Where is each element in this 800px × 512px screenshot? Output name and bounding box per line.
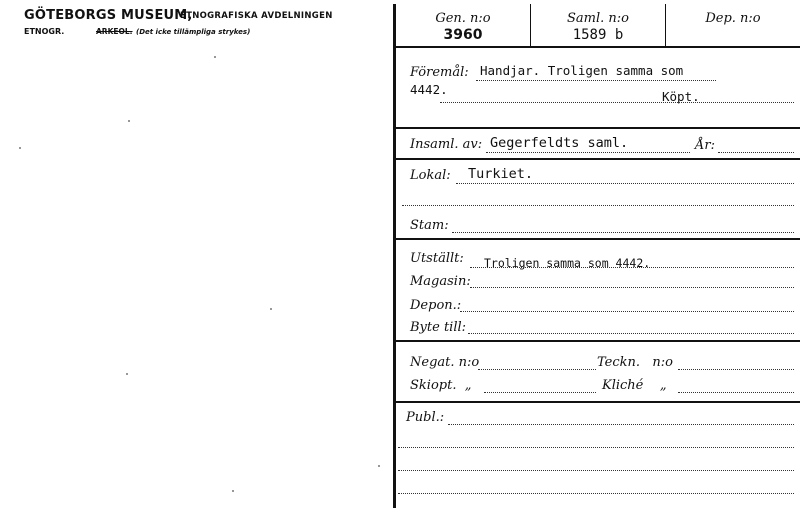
- insaml-value: Gegerfeldts saml.: [490, 135, 629, 151]
- kliche-dotline: [678, 392, 794, 393]
- publ-dotline-4: [398, 493, 794, 494]
- department-name: ETNOGRAFISKA AVDELNINGEN: [180, 11, 333, 21]
- etnogr-label: ETNOGR.: [24, 27, 65, 36]
- paper-speck: [232, 490, 234, 492]
- utstallt-label: Utställt:: [410, 251, 464, 266]
- insaml-label: Insaml. av:: [410, 137, 483, 152]
- publ-dotline: [448, 424, 794, 425]
- saml-number-label: Saml. n:o: [567, 11, 629, 26]
- publ-dotline-3: [398, 470, 794, 471]
- section-rule: [396, 340, 800, 342]
- gen-number-value: 3960: [443, 27, 483, 43]
- foremal-value-line2: 4442.: [410, 82, 448, 97]
- section-rule: [396, 238, 800, 240]
- paper-speck: [270, 308, 272, 310]
- publ-label: Publ.:: [406, 410, 445, 425]
- gen-number-label: Gen. n:o: [435, 11, 491, 26]
- ar-dotline: [718, 152, 794, 153]
- ar-label: År:: [695, 138, 715, 153]
- stam-label: Stam:: [410, 218, 449, 233]
- teckn-label: Teckn. n:o: [597, 355, 673, 370]
- foremal-value-line3: Köpt.: [662, 89, 700, 104]
- magasin-dotline: [470, 287, 794, 288]
- kliche-label: Kliché „: [602, 378, 667, 393]
- card-margin-rule: [393, 4, 396, 508]
- paper-speck: [378, 465, 380, 467]
- byte-dotline: [468, 333, 794, 334]
- foremal-label: Föremål:: [410, 65, 469, 80]
- teckn-dotline: [678, 369, 794, 370]
- depon-dotline: [460, 311, 794, 312]
- saml-number-value: 1589 b: [572, 27, 624, 43]
- paper-speck: [126, 373, 128, 375]
- museum-name: GÖTEBORGS MUSEUM,: [24, 8, 193, 23]
- magasin-label: Magasin:: [410, 274, 471, 289]
- paper-speck: [128, 120, 130, 122]
- lokal-dotline-2: [402, 205, 794, 206]
- negat-label: Negat. n:o: [410, 355, 480, 370]
- insaml-dotline: [486, 152, 690, 153]
- paper-speck: [19, 147, 21, 149]
- arkeol-label: ARKEOL.: [96, 27, 133, 36]
- byte-label: Byte till:: [410, 320, 467, 335]
- foremal-value: Handjar. Troligen samma som: [480, 63, 684, 78]
- paper-speck: [214, 56, 216, 58]
- lokal-value: Turkiet.: [468, 166, 534, 182]
- foremal-dotline-2: [440, 102, 794, 103]
- lokal-dotline: [456, 183, 794, 184]
- utstallt-value: Troligen samma som 4442.: [484, 256, 651, 270]
- lokal-label: Lokal:: [410, 168, 451, 183]
- stam-dotline: [452, 232, 794, 233]
- foremal-dotline: [476, 80, 716, 81]
- utstallt-dotline: [470, 267, 794, 268]
- section-rule: [396, 127, 800, 129]
- section-rule: [396, 401, 800, 403]
- dep-number-label: Dep. n:o: [705, 11, 761, 26]
- section-rule: [396, 158, 800, 160]
- depon-label: Depon.:: [410, 298, 462, 313]
- publ-dotline-2: [398, 447, 794, 448]
- skiopt-dotline: [484, 392, 596, 393]
- negat-dotline: [478, 369, 596, 370]
- strike-note: (Det icke tillämpliga strykes): [136, 28, 251, 36]
- section-rule: [396, 46, 800, 48]
- skiopt-label: Skiopt. „: [410, 378, 472, 393]
